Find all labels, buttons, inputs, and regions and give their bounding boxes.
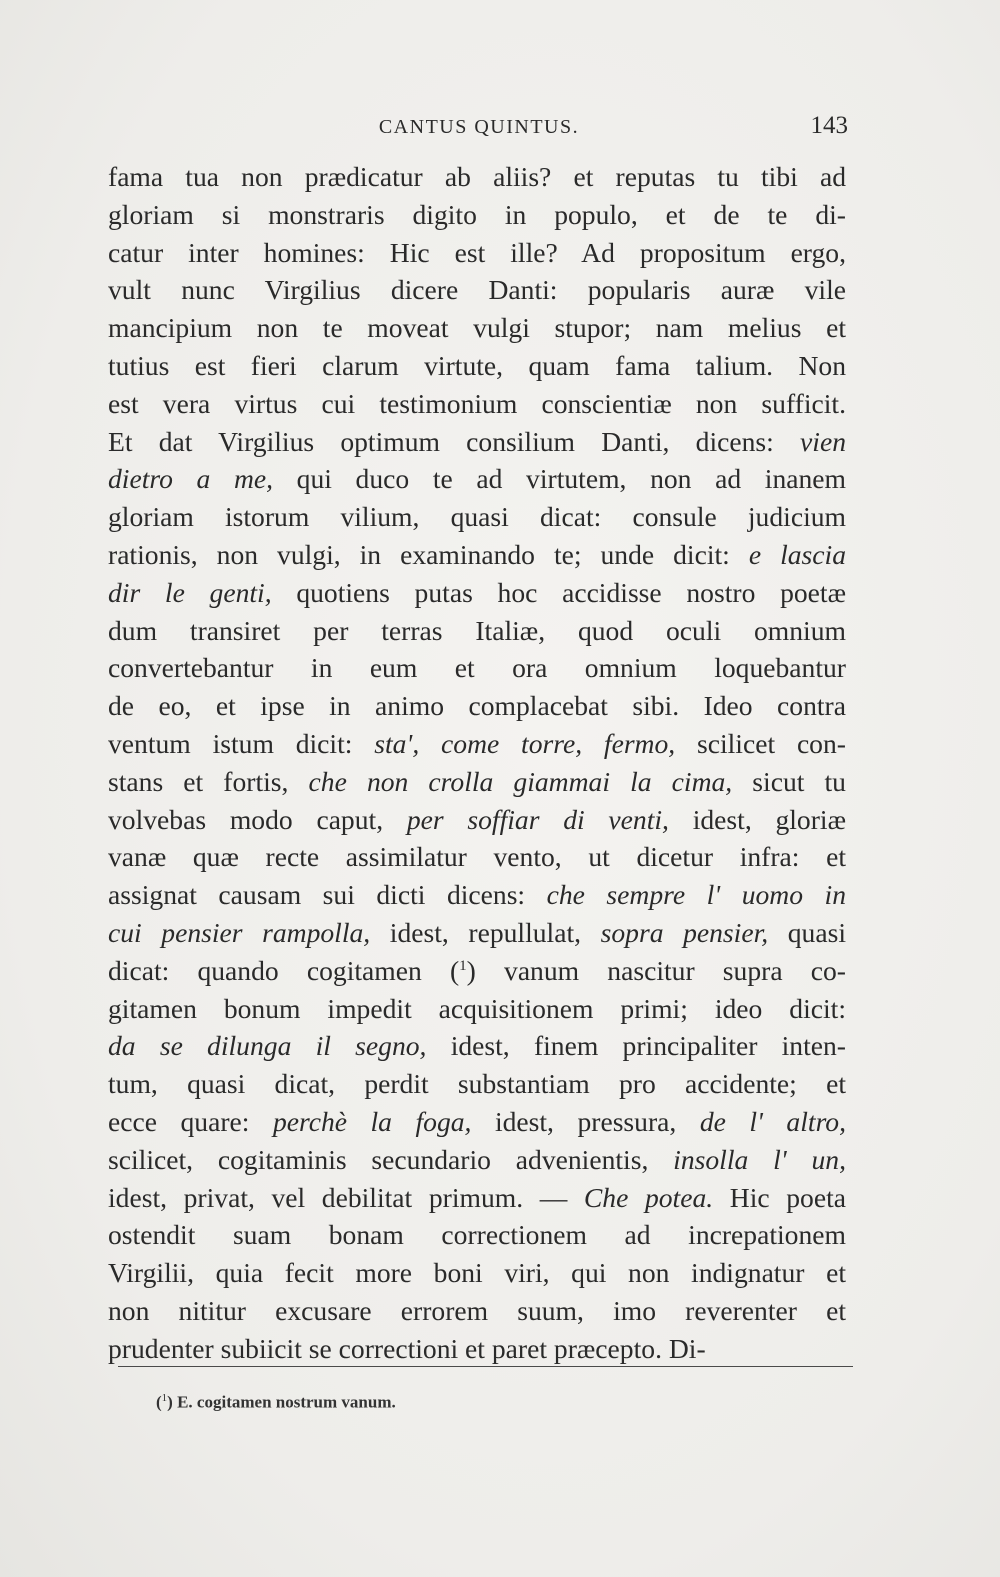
italic-segment: dir le genti, <box>108 576 272 608</box>
text-segment: quasi <box>768 916 846 948</box>
italic-segment: e lascia <box>748 538 846 570</box>
text-line <box>108 1292 846 1330</box>
text-line <box>108 1103 846 1141</box>
footnote-marker: 1 <box>161 1392 168 1404</box>
text-segment: sicut tu <box>732 765 846 797</box>
text-line <box>108 801 846 839</box>
italic-segment: che sempre l' uomo in <box>546 879 846 911</box>
text-segment: catur inter homines: Hic est ille? Ad propositum ergo, <box>108 236 846 268</box>
text-line <box>108 914 846 952</box>
text-segment: gloriam si monstraris digito in populo, et de te di- <box>108 198 846 230</box>
text-line <box>108 1027 846 1065</box>
text-segment: idest, repullulat, <box>370 916 601 948</box>
text-segment: tutius est fieri clarum virtute, quam fama talium. Non <box>108 349 846 381</box>
italic-segment: da se dilunga il segno, <box>108 1030 427 1062</box>
italic-segment: perchè la foga, <box>272 1105 472 1137</box>
text-segment: prudenter subiicit se correctioni et paret præcepto. Di- <box>108 1332 706 1364</box>
text-line <box>108 763 846 801</box>
text-line <box>108 687 846 725</box>
text-line <box>108 271 846 309</box>
text-line <box>108 1216 846 1254</box>
text-line <box>108 309 846 347</box>
text-line <box>108 460 846 498</box>
footnote: ($^1$) E. cogitamen nostrum vanum. <box>156 1392 396 1412</box>
italic-segment: insolla l' un, <box>673 1143 846 1175</box>
text-segment: non nititur excusare errorem suum, imo reverenter et <box>108 1294 846 1326</box>
text-segment: fama tua non prædicatur ab aliis? et reputas tu tibi ad <box>108 161 846 192</box>
text-segment: gitamen bonum impedit acquisitionem primi; ideo dicit: <box>108 992 846 1024</box>
italic-segment: che non crolla giammai la cima, <box>308 765 733 797</box>
text-line <box>108 725 846 763</box>
body-text <box>108 158 846 1368</box>
text-segment: de eo, et ipse in animo complacebat sibi. Ideo contra <box>108 690 846 722</box>
text-segment: Hic poeta <box>713 1181 846 1213</box>
text-line <box>108 990 846 1028</box>
text-line <box>108 1179 846 1217</box>
text-line <box>108 385 846 423</box>
text-line <box>108 574 846 612</box>
text-line <box>108 196 846 234</box>
footnote-text: E. cogitamen nostrum vanum. <box>177 1392 396 1412</box>
text-segment: ecce quare: <box>108 1105 273 1137</box>
footnote-reference: 1 <box>459 957 467 974</box>
text-line <box>108 158 846 196</box>
text-segment: Virgilii, quia fecit more boni viri, qui non indignatur et <box>108 1257 846 1289</box>
italic-segment: per soffiar di venti, <box>406 803 669 835</box>
text-segment: volvebas modo caput, <box>108 803 407 835</box>
text-line <box>108 1065 846 1103</box>
text-segment: scilicet con- <box>675 727 846 759</box>
italic-segment: de l' altro, <box>699 1105 846 1137</box>
text-segment: dum transiret per terras Italiæ, quod oculi omnium <box>108 614 846 646</box>
footnote-rule <box>118 1366 853 1367</box>
text-segment: rationis, non vulgi, in examinando te; unde dicit: <box>108 538 749 570</box>
text-line <box>108 1330 846 1368</box>
italic-segment: vien <box>800 425 846 457</box>
text-line <box>108 612 846 650</box>
text-line <box>108 838 846 876</box>
text-segment: tum, quasi dicat, perdit substantiam pro accidente; et <box>108 1068 846 1100</box>
text-line <box>108 1141 846 1179</box>
text-line <box>108 952 846 990</box>
italic-segment: dietro a me, <box>108 463 274 495</box>
text-segment: vanæ quæ recte assimilatur vento, ut dicetur infra: et <box>108 841 846 873</box>
text-segment: ) vanum nascitur supra co- <box>466 954 846 986</box>
text-segment: idest, finem principaliter inten- <box>426 1030 846 1062</box>
running-title: CANTUS QUINTUS. <box>378 116 580 138</box>
text-segment: est vera virtus cui testimonium conscientiæ non sufficit. <box>108 387 846 419</box>
text-line <box>108 423 846 461</box>
text-segment: ostendit suam bonam correctionem ad increpationem <box>108 1219 846 1251</box>
text-segment: scilicet, cogitaminis secundario advenientis, <box>108 1143 674 1175</box>
italic-segment: sta', come torre, fermo, <box>374 727 676 759</box>
text-segment: idest, gloriæ <box>668 803 846 835</box>
italic-segment: sopra pensier, <box>600 916 769 948</box>
text-line <box>108 536 846 574</box>
text-segment: gloriam istorum vilium, quasi dicat: consule judicium <box>108 501 846 533</box>
text-line <box>108 876 846 914</box>
text-segment: qui duco te ad virtutem, non ad inanem <box>273 463 846 495</box>
italic-segment: cui pensier rampolla, <box>108 916 371 948</box>
text-segment: assignat causam sui dicti dicens: <box>108 879 547 911</box>
text-line <box>108 498 846 536</box>
italic-segment: Che potea. <box>583 1181 714 1213</box>
text-segment: mancipium non te moveat vulgi stupor; nam melius et <box>108 312 846 344</box>
text-line <box>108 347 846 385</box>
text-segment: stans et fortis, <box>108 765 309 797</box>
text-segment: ventum istum dicit: <box>108 727 375 759</box>
text-segment: Et dat Virgilius optimum consilium Danti, dicens: <box>108 425 801 457</box>
running-head <box>110 112 848 144</box>
text-segment: idest, privat, vel debilitat primum. — <box>108 1181 584 1213</box>
page-number: 143 <box>810 112 848 139</box>
text-line <box>108 649 846 687</box>
text-line <box>108 1254 846 1292</box>
text-segment: vult nunc Virgilius dicere Danti: popularis auræ vile <box>108 274 846 306</box>
text-segment: convertebantur in eum et ora omnium loquebantur <box>108 652 846 684</box>
text-segment: idest, pressura, <box>471 1105 700 1137</box>
text-line <box>108 234 846 272</box>
text-segment: dicat: quando cogitamen ( <box>108 954 460 986</box>
text-segment: quotiens putas hoc accidisse nostro poetæ <box>271 576 846 608</box>
